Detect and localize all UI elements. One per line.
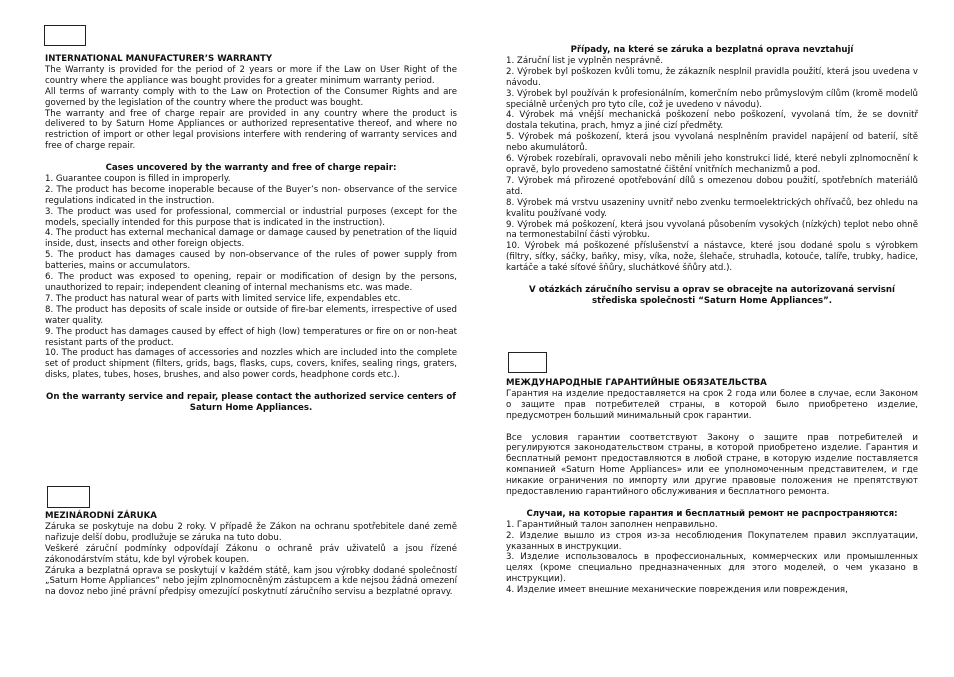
list-item: 6. Výrobek rozebírali, opravovali nebo měnili jeho konstrukci lidé, které nebyli zplnomocnění k opravě, bylo provedeno samostatné čištění vnitřních mechanizmů a pod.	[506, 154, 918, 175]
ru-cases-title: Случаи, на которые гарантия и бесплатный ремонт не распространяются:	[526, 508, 898, 519]
ru-paragraph: Гарантия на изделие предоставляется на срок 2 года или более в случае, если Законом о защите прав потребителей страны, в которой было приобретено изделие, предусмотрен больший минимальный срок гарантии.	[506, 388, 918, 421]
list-item: 5. The product has damages caused by non-observance of the rules of power supply from batteries, mains or accumulators.	[45, 250, 457, 272]
list-item: 8. The product has deposits of scale inside or outside of fire-bar elements, irrespective of used water quality.	[45, 304, 457, 326]
en-warranty-paragraphs	[45, 65, 457, 152]
list-item: 1. Guarantee coupon is filled in improperly.	[45, 173, 231, 184]
list-item: 3. The product was used for professional, commercial or industrial purposes (except for the models, specially intended for this purpose that is indicated in the instruction).	[45, 206, 457, 228]
en-paragraph: The warranty and free of charge repair are provided in any country where the product is delivered to by Saturn Home Appliances or authorized representative thereof, and where no restriction of import or other legal provisions interfere with rendering of warranty services and free of charge repair.	[45, 108, 457, 152]
ru-warranty-title: МЕЖДУНАРОДНЫЕ ГАРАНТИЙНЫЕ ОБЯЗАТЕЛЬСТВА	[506, 378, 767, 388]
cz-warranty-title: MEZINÁRODNÍ ZÁRUKA	[45, 511, 157, 521]
list-item: 10. The product has damages of accessories and nozzles which are included into the complete set of product shipment (filters, grids, bags, flasks, cups, covers, knifes, sealing rings, graters, disks, plates, tubes, hoses, brushes, and also power cords, headphone cords etc.).	[45, 348, 457, 381]
ru-paragraph: Все условия гарантии соответствуют Закону о защите прав потребителей и регулируются законодательством страны, в которой приобретено изделие. Гарантия и бесплатный ремонт предоставляются в любой стране, в которую изделие поставляется компанией «Saturn Home Appliances» или ее уполномоченным представителем, и где никакие ограничения по импорту или другие правовые положения не препятствуют предоставлению гарантийного обслуживания и бесплатного ремонта.	[506, 432, 918, 498]
list-item: 7. Výrobek má přirozené opotřebování dílů s omezenou dobou použití, spotřebních materiálů atd.	[506, 175, 918, 197]
list-item: 2. Výrobek byl poškozen kvůli tomu, že zákazník nesplnil pravidla použití, která jsou uvedena v návodu.	[506, 66, 918, 88]
cz-cases-title: Případy, na které se záruka a bezplatná oprava nevztahují	[570, 45, 854, 55]
list-item: 5. Výrobek má poškození, která jsou vyvolaná nesplněním pravidel napájení od baterií, sítě nebo akumulátorů.	[506, 132, 918, 154]
en-contact-note: On the warranty service and repair, please contact the authorized service centers of Saturn Home Appliances.	[46, 392, 456, 413]
list-item: 10. Výrobek má poškozené příslušenství a nástavce, které jsou dodané spolu s výrobkem (filtry, síťky, sáčky, baňky, misy, víka, nože, šlehače, struhadla, kotouče, talíře, trubky, hadice, kartáče a také síťové šňůry, sluchátkové šňůry atd.).	[506, 241, 918, 274]
list-item: 9. The product has damages caused by effect of high (low) temperatures or fire on or non-heat resistant parts of the product.	[45, 326, 457, 348]
marker-box-cz	[47, 486, 90, 508]
ru-cases-list	[506, 520, 918, 596]
right-column-cz-cases	[506, 45, 918, 307]
en-paragraph: The Warranty is provided for the period of 2 years or more if the Law on User Right of the country where the appliance was bought provides for a greater minimum warranty period.	[45, 64, 457, 86]
en-cases-title: Cases uncovered by the warranty and free of charge repair:	[105, 163, 397, 174]
cz-contact-note: V otázkách záručního servisu a oprav se obracejte na autorizovaná servisní střediska společnosti “Saturn Home Appliances”.	[529, 284, 895, 306]
en-paragraph: All terms of warranty comply with to the Law on Protection of the Consumer Rights and are governed by the legislation of the country where the product was bought.	[45, 86, 457, 108]
en-cases-list	[45, 174, 457, 381]
cz-paragraph: Záruka a bezplatná oprava se poskytují v každém státě, kam jsou výrobky dodané společností „Saturn Home Appliances“ nebo jejím zplnomocněným zástupcem a kde nejsou žádná omezení na dovoz nebo jiné právní předpisy omezující poskytnutí záručního servisu a bezplatné opravy.	[45, 565, 457, 598]
list-item: 1. Гарантийный талон заполнен неправильно.	[506, 519, 718, 530]
en-warranty-title: INTERNATIONAL MANUFACTURER’S WARRANTY	[45, 54, 273, 64]
cz-paragraph: Záruka se poskytuje na dobu 2 roky. V případě že Zákon na ochranu spotřebitele dané země nařizuje delší dobu, prodlužuje se záruka na tuto dobu.	[45, 521, 457, 543]
left-column	[45, 54, 457, 414]
list-item: 2. The product has become inoperable because of the Buyer’s non- observance of the service regulations indicated in the instruction.	[45, 184, 457, 206]
list-item: 4. Изделие имеет внешние механические повреждения или повреждения,	[506, 585, 848, 596]
marker-box-ru	[508, 352, 547, 373]
list-item: 3. Изделие использовалось в профессиональных, коммерческих или промышленных целях (кроме специально предназначенных для этого моделей, о чем указано в инструкции).	[506, 552, 918, 585]
list-item: 1. Záruční list je vyplněn nesprávně.	[506, 55, 664, 66]
list-item: 6. The product was exposed to opening, repair or modification of design by the persons, unauthorized to repair; independent cleaning of internal mechanisms etc. was made.	[45, 272, 457, 294]
cz-paragraph: Veškeré záruční podmínky odpovídají Zákonu o ochraně práv uživatelů a jsou řízené zákonodárstvím státu, kde byl výrobek koupen.	[45, 543, 457, 565]
marker-box-en	[44, 25, 86, 46]
list-item: 9. Výrobek má poškození, která jsou vyvolaná působením vysokých (nízkých) teplot nebo ohně na termonestabilní části výrobku.	[506, 219, 918, 241]
left-column-cz	[45, 511, 457, 598]
list-item: 4. The product has external mechanical damage or damage caused by penetration of the liquid inside, dust, insects and other foreign objects.	[45, 228, 457, 250]
list-item: 2. Изделие вышло из строя из-за несоблюдения Покупателем правил эксплуатации, указанных в инструкции.	[506, 530, 918, 552]
list-item: 4. Výrobek má vnější mechanická poškození nebo poškození, vyvolaná tím, že se dovnitř dostala tekutina, prach, hmyz a jiné cizí předměty.	[506, 110, 918, 132]
right-column-ru	[506, 378, 918, 596]
list-item: 8. Výrobek má vrstvu usazeniny uvnitř nebo zvenku termoelektrických ohřívačů, bez ohledu na kvalitu používané vody.	[506, 197, 918, 219]
cz-cases-list	[506, 56, 918, 274]
list-item: 7. The product has natural wear of parts with limited service life, expendables etc.	[45, 293, 401, 304]
list-item: 3. Výrobek byl používán k profesionálním, komerčním nebo průmyslovým cílům (kromě modelů speciálně určených pro tyto cíle, což je uvedeno v návodu).	[506, 88, 918, 110]
